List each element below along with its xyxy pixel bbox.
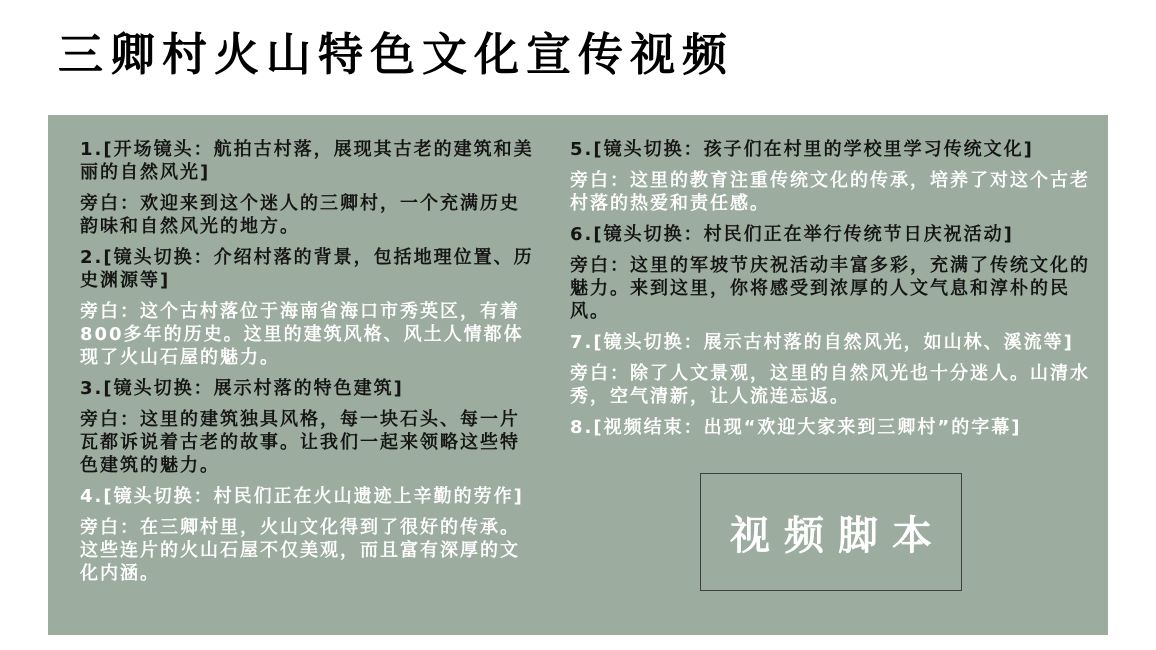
page-title: 三卿村火山特色文化宣传视频 [58,28,735,81]
scene-narration: 旁白：除了人文景观，这里的自然风光也十分迷人。山清水秀，空气清新，让人流连忘返。 [570,363,1090,407]
scene-narration: 旁白：这里的教育注重传统文化的传承，培养了对这个古老村落的热爱和责任感。 [570,170,1090,214]
scene-narration: 旁白：在三卿村里，火山文化得到了很好的传承。这些连片的火山石屋不仅美观，而且富有深厚的文化内涵。 [80,517,520,584]
script-item-1 [80,138,538,238]
scene-heading: 7.[镜头切换：展示古村落的自然风光，如山林、溪流等] [570,332,1074,353]
script-item-7 [570,331,1098,408]
scene-heading: 5.[镜头切换：孩子们在村里的学校里学习传统文化] [570,139,1034,160]
scene-heading: 6.[镜头切换：村民们正在举行传统节日庆祝活动] [570,224,1014,245]
scene-heading: 4.[镜头切换：村民们正在火山遗迹上辛勤的劳作] [80,486,524,507]
script-item-2 [80,246,538,369]
scene-narration: 旁白：这里的建筑独具风格，每一块石头、每一片瓦都诉说着古老的故事。让我们一起来领略这些特色建筑的魅力。 [80,409,520,476]
scene-heading: 2.[镜头切换：介绍村落的背景，包括地理位置、历史渊源等] [80,247,534,291]
script-item-5 [570,138,1098,215]
script-column-right [570,138,1098,447]
scene-narration: 旁白：欢迎来到这个迷人的三卿村，一个充满历史韵味和自然风光的地方。 [80,193,520,237]
scene-narration: 旁白：这个古村落位于海南省海口市秀英区，有着800多年的历史。这里的建筑风格、风土人情都体现了火山石屋的魅力。 [80,301,524,368]
video-script-label: 视频脚本 [730,512,946,559]
script-item-4 [80,485,538,585]
scene-heading: 1.[开场镜头：航拍古村落，展现其古老的建筑和美丽的自然风光] [80,139,534,183]
script-item-6 [570,223,1098,323]
script-item-8 [570,416,1098,439]
script-item-3 [80,377,538,477]
scene-narration: 旁白：这里的军坡节庆祝活动丰富多彩，充满了传统文化的魅力。来到这里，你将感受到浓厚的人文气息和淳朴的民风。 [570,255,1090,322]
video-script-label-box [700,473,962,591]
script-panel [48,115,1108,635]
scene-heading: 8.[视频结束：出现“欢迎大家来到三卿村”的字幕] [570,417,1022,438]
scene-heading: 3.[镜头切换：展示村落的特色建筑] [80,378,404,399]
script-column-left [80,138,538,593]
